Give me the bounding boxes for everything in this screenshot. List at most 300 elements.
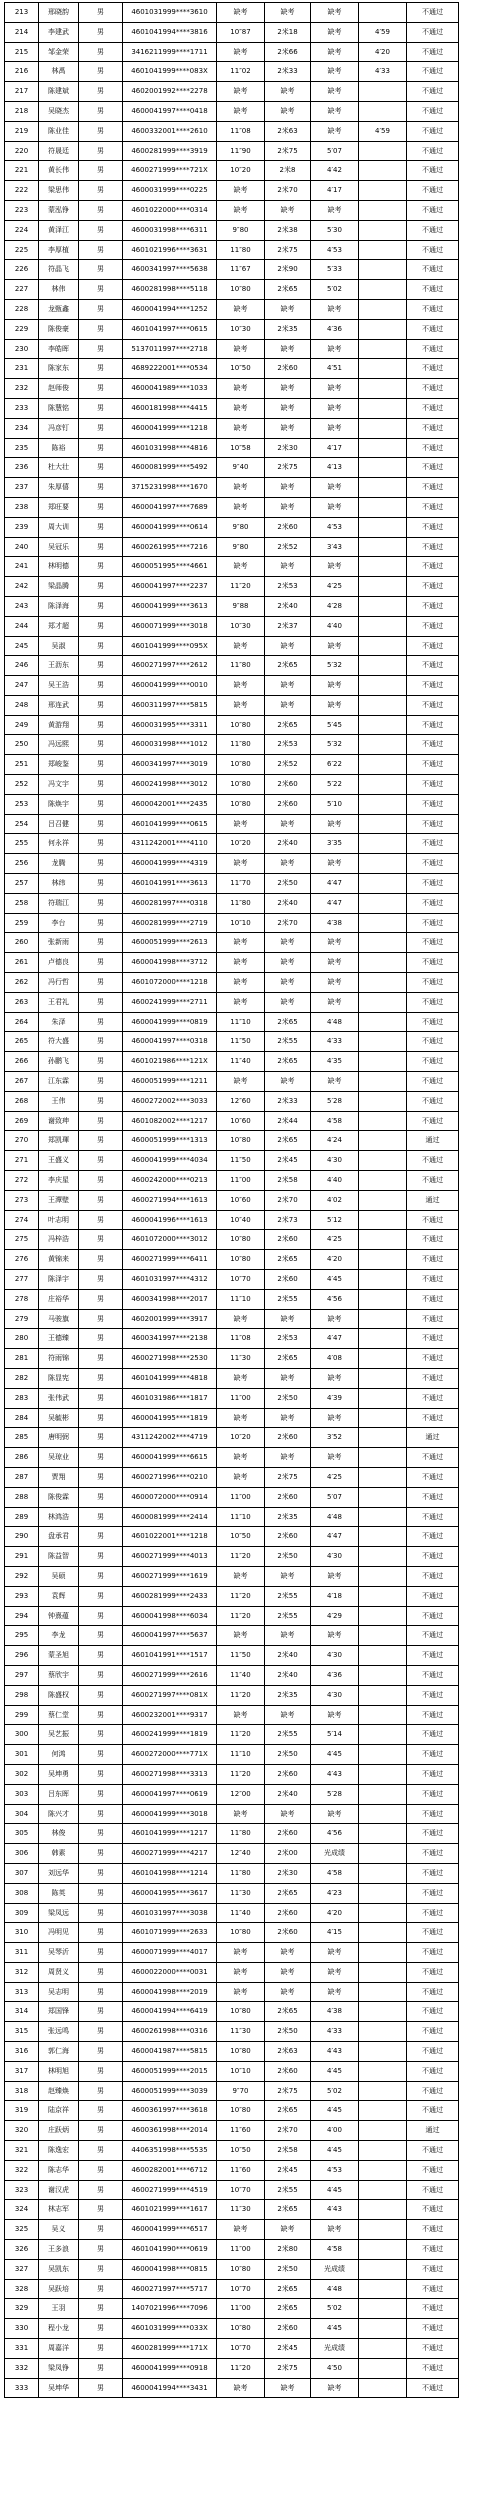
cell-result: 不通过 (407, 1349, 459, 1369)
cell-long-jump: 缺考 (265, 1368, 311, 1388)
cell-result: 不通过 (407, 2299, 459, 2319)
table-row (5, 1091, 459, 1111)
cell-1000m (359, 1171, 407, 1191)
cell-index: 315 (5, 2022, 39, 2042)
table-row (5, 2061, 459, 2081)
cell-50m: 11″00 (217, 2299, 265, 2319)
cell-index: 273 (5, 1190, 39, 1210)
cell-exam-id: 4600041997****0318 (123, 1032, 217, 1052)
cell-exam-id: 4600041999****0614 (123, 517, 217, 537)
cell-index: 222 (5, 181, 39, 201)
cell-name: 周嘉洋 (39, 2339, 79, 2359)
cell-gender: 男 (79, 2339, 123, 2359)
cell-index: 308 (5, 1883, 39, 1903)
cell-exam-id: 4601022000****0314 (123, 200, 217, 220)
cell-long-jump: 2米44 (265, 1111, 311, 1131)
cell-exam-id: 4600071999****4017 (123, 1943, 217, 1963)
cell-rope-skip: 缺考 (311, 1804, 359, 1824)
cell-index: 258 (5, 893, 39, 913)
cell-rope-skip: 缺考 (311, 636, 359, 656)
cell-long-jump: 2米52 (265, 755, 311, 775)
cell-exam-id: 4600041998****0815 (123, 2259, 217, 2279)
cell-index: 275 (5, 1230, 39, 1250)
table-row (5, 220, 459, 240)
cell-rope-skip: 缺考 (311, 1982, 359, 2002)
cell-exam-id: 4601031999****033X (123, 2319, 217, 2339)
table-row (5, 2180, 459, 2200)
cell-gender: 男 (79, 141, 123, 161)
cell-long-jump: 2米35 (265, 319, 311, 339)
cell-name: 陈志华 (39, 2160, 79, 2180)
cell-rope-skip: 缺考 (311, 1962, 359, 1982)
cell-gender: 男 (79, 596, 123, 616)
cell-rope-skip: 缺考 (311, 398, 359, 418)
cell-name: 陈泽宇 (39, 1270, 79, 1290)
cell-1000m (359, 379, 407, 399)
cell-exam-id: 4600041998****6034 (123, 1606, 217, 1626)
table-row (5, 1012, 459, 1032)
cell-50m: 10″50 (217, 2141, 265, 2161)
cell-long-jump: 缺考 (265, 3, 311, 23)
cell-index: 272 (5, 1171, 39, 1191)
table-row (5, 1962, 459, 1982)
cell-1000m (359, 2319, 407, 2339)
cell-name: 蔡仁堂 (39, 1705, 79, 1725)
cell-rope-skip: 4′17 (311, 438, 359, 458)
cell-long-jump: 2米53 (265, 735, 311, 755)
table-row (5, 1368, 459, 1388)
cell-name: 梁凤远 (39, 1903, 79, 1923)
table-row (5, 1665, 459, 1685)
cell-long-jump: 2米40 (265, 1665, 311, 1685)
cell-50m: 缺考 (217, 854, 265, 874)
cell-rope-skip: 4′15 (311, 1923, 359, 1943)
cell-result: 不通过 (407, 973, 459, 993)
cell-exam-id: 4601041997****0615 (123, 319, 217, 339)
cell-index: 251 (5, 755, 39, 775)
cell-index: 317 (5, 2061, 39, 2081)
cell-long-jump: 2米55 (265, 1606, 311, 1626)
cell-rope-skip: 3′35 (311, 834, 359, 854)
cell-exam-id: 4600271997****5717 (123, 2279, 217, 2299)
cell-exam-id: 4601041991****3613 (123, 874, 217, 894)
cell-name: 郑旺要 (39, 497, 79, 517)
cell-index: 297 (5, 1665, 39, 1685)
cell-exam-id: 4600271997****2612 (123, 656, 217, 676)
cell-rope-skip: 5′32 (311, 735, 359, 755)
cell-gender: 男 (79, 1171, 123, 1191)
cell-result: 不通过 (407, 2279, 459, 2299)
cell-name: 李建武 (39, 22, 79, 42)
cell-1000m (359, 260, 407, 280)
cell-name: 吴志明 (39, 1982, 79, 2002)
cell-long-jump: 2米65 (265, 1131, 311, 1151)
cell-50m: 缺考 (217, 1962, 265, 1982)
cell-name: 吴硕 (39, 1566, 79, 1586)
cell-50m: 10″80 (217, 755, 265, 775)
table-row (5, 418, 459, 438)
cell-long-jump: 2米60 (265, 1764, 311, 1784)
cell-exam-id: 4601021986****121X (123, 1052, 217, 1072)
cell-50m: 11″20 (217, 1606, 265, 1626)
cell-1000m (359, 1052, 407, 1072)
cell-name: 李龙 (39, 1626, 79, 1646)
cell-exam-id: 4601041991****1517 (123, 1646, 217, 1666)
cell-name: 李皓晖 (39, 339, 79, 359)
cell-50m: 11″30 (217, 1883, 265, 1903)
cell-result: 不通过 (407, 2200, 459, 2220)
cell-index: 280 (5, 1329, 39, 1349)
cell-result: 不通过 (407, 2240, 459, 2260)
cell-name: 邢连武 (39, 695, 79, 715)
cell-exam-id: 4600041998****2019 (123, 1982, 217, 2002)
cell-index: 289 (5, 1507, 39, 1527)
cell-rope-skip: 4′38 (311, 913, 359, 933)
cell-index: 282 (5, 1368, 39, 1388)
cell-exam-id: 4600031998****1012 (123, 735, 217, 755)
cell-long-jump: 2米38 (265, 220, 311, 240)
cell-result: 不通过 (407, 1943, 459, 1963)
table-row (5, 735, 459, 755)
cell-gender: 男 (79, 42, 123, 62)
cell-name: 陈俊霖 (39, 1487, 79, 1507)
cell-index: 291 (5, 1547, 39, 1567)
cell-index: 306 (5, 1844, 39, 1864)
table-row (5, 2259, 459, 2279)
cell-1000m (359, 1309, 407, 1329)
cell-index: 228 (5, 299, 39, 319)
cell-exam-id: 4600071999****3018 (123, 616, 217, 636)
table-row (5, 874, 459, 894)
cell-exam-id: 4600051999****1211 (123, 1072, 217, 1092)
cell-50m: 缺考 (217, 636, 265, 656)
cell-name: 吕东晖 (39, 1784, 79, 1804)
cell-long-jump: 2米65 (265, 715, 311, 735)
cell-result: 不通过 (407, 200, 459, 220)
cell-50m: 11″80 (217, 1824, 265, 1844)
cell-rope-skip: 4′25 (311, 1467, 359, 1487)
cell-1000m (359, 933, 407, 953)
table-row (5, 2121, 459, 2141)
cell-result: 不通过 (407, 2319, 459, 2339)
cell-1000m (359, 577, 407, 597)
cell-name: 刘远华 (39, 1863, 79, 1883)
cell-gender: 男 (79, 379, 123, 399)
cell-gender: 男 (79, 2319, 123, 2339)
results-table (4, 2, 459, 2398)
table-row (5, 537, 459, 557)
cell-long-jump: 缺考 (265, 636, 311, 656)
cell-exam-id: 4600041995****1819 (123, 1408, 217, 1428)
cell-exam-id: 4600031999****0225 (123, 181, 217, 201)
cell-name: 庄跃炳 (39, 2121, 79, 2141)
cell-gender: 男 (79, 992, 123, 1012)
cell-gender: 男 (79, 834, 123, 854)
table-row (5, 2378, 459, 2398)
cell-1000m: 4′20 (359, 42, 407, 62)
cell-50m: 11″00 (217, 2240, 265, 2260)
cell-result: 不通过 (407, 181, 459, 201)
cell-rope-skip: 4′20 (311, 1903, 359, 1923)
cell-name: 蔡欣宇 (39, 1665, 79, 1685)
cell-long-jump: 缺考 (265, 478, 311, 498)
cell-50m: 11″80 (217, 240, 265, 260)
cell-rope-skip: 缺考 (311, 1448, 359, 1468)
table-row (5, 1804, 459, 1824)
cell-result: 不通过 (407, 775, 459, 795)
cell-index: 255 (5, 834, 39, 854)
table-row (5, 1784, 459, 1804)
cell-1000m (359, 1190, 407, 1210)
cell-50m: 10″60 (217, 1190, 265, 1210)
cell-index: 311 (5, 1943, 39, 1963)
cell-exam-id: 4600271994****1613 (123, 1190, 217, 1210)
cell-result: 通过 (407, 1190, 459, 1210)
cell-50m: 9″80 (217, 517, 265, 537)
cell-exam-id: 4311242002****4719 (123, 1428, 217, 1448)
cell-gender: 男 (79, 1032, 123, 1052)
cell-name: 李台 (39, 913, 79, 933)
cell-exam-id: 4601041999****4818 (123, 1368, 217, 1388)
cell-gender: 男 (79, 1230, 123, 1250)
cell-long-jump: 2米40 (265, 1784, 311, 1804)
cell-index: 287 (5, 1467, 39, 1487)
cell-long-jump: 2米60 (265, 2061, 311, 2081)
cell-result: 不通过 (407, 299, 459, 319)
cell-long-jump: 2米60 (265, 517, 311, 537)
table-row (5, 1111, 459, 1131)
cell-50m: 缺考 (217, 1804, 265, 1824)
cell-result: 不通过 (407, 3, 459, 23)
table-row (5, 1210, 459, 1230)
cell-name: 王盛义 (39, 1151, 79, 1171)
cell-long-jump: 缺考 (265, 1309, 311, 1329)
cell-rope-skip: 4′38 (311, 2002, 359, 2022)
cell-name: 卢德良 (39, 953, 79, 973)
cell-name: 王潭壁 (39, 1190, 79, 1210)
cell-1000m (359, 1745, 407, 1765)
cell-gender: 男 (79, 339, 123, 359)
cell-1000m (359, 1764, 407, 1784)
cell-name: 陈建斌 (39, 82, 79, 102)
cell-exam-id: 4600241999****1819 (123, 1725, 217, 1745)
cell-index: 327 (5, 2259, 39, 2279)
cell-gender: 男 (79, 299, 123, 319)
cell-rope-skip: 4′33 (311, 1032, 359, 1052)
cell-gender: 男 (79, 2061, 123, 2081)
cell-gender: 男 (79, 1883, 123, 1903)
cell-exam-id: 4600271999****4217 (123, 1844, 217, 1864)
cell-long-jump: 缺考 (265, 1448, 311, 1468)
cell-50m: 11″50 (217, 1151, 265, 1171)
cell-exam-id: 4600081999****2414 (123, 1507, 217, 1527)
cell-name: 吴坤华 (39, 2378, 79, 2398)
cell-index: 236 (5, 458, 39, 478)
cell-index: 221 (5, 161, 39, 181)
cell-50m: 10″80 (217, 1230, 265, 1250)
cell-gender: 男 (79, 1844, 123, 1864)
cell-index: 284 (5, 1408, 39, 1428)
cell-long-jump: 缺考 (265, 2220, 311, 2240)
cell-50m: 11″20 (217, 1725, 265, 1745)
table-row (5, 1448, 459, 1468)
cell-exam-id: 4601041998****1214 (123, 1863, 217, 1883)
cell-exam-id: 4600361998****2014 (123, 2121, 217, 2141)
cell-long-jump: 2米30 (265, 1863, 311, 1883)
cell-50m: 缺考 (217, 1408, 265, 1428)
cell-name: 王沥东 (39, 656, 79, 676)
cell-index: 234 (5, 418, 39, 438)
cell-result: 不通过 (407, 1586, 459, 1606)
cell-result: 不通过 (407, 1270, 459, 1290)
cell-gender: 男 (79, 240, 123, 260)
cell-rope-skip: 缺考 (311, 1309, 359, 1329)
cell-50m: 缺考 (217, 814, 265, 834)
cell-50m: 10″60 (217, 1111, 265, 1131)
cell-exam-id: 4600271998****2530 (123, 1349, 217, 1369)
cell-result: 不通过 (407, 1883, 459, 1903)
cell-result: 不通过 (407, 497, 459, 517)
cell-50m: 11″30 (217, 2022, 265, 2042)
cell-50m: 11″70 (217, 874, 265, 894)
cell-index: 328 (5, 2279, 39, 2299)
cell-result: 不通过 (407, 1923, 459, 1943)
cell-rope-skip: 缺考 (311, 695, 359, 715)
cell-rope-skip: 4′53 (311, 517, 359, 537)
cell-name: 庄裕华 (39, 1289, 79, 1309)
cell-long-jump: 2米40 (265, 834, 311, 854)
cell-exam-id: 4600042001****2435 (123, 794, 217, 814)
cell-1000m (359, 1349, 407, 1369)
cell-rope-skip: 4′30 (311, 1547, 359, 1567)
cell-1000m: 4′59 (359, 121, 407, 141)
table-row (5, 398, 459, 418)
cell-long-jump: 2米50 (265, 2259, 311, 2279)
cell-rope-skip: 4′18 (311, 1586, 359, 1606)
cell-index: 318 (5, 2081, 39, 2101)
cell-exam-id: 4600281998****5118 (123, 280, 217, 300)
cell-name: 盘承君 (39, 1527, 79, 1547)
cell-name: 陈裕 (39, 438, 79, 458)
cell-index: 261 (5, 953, 39, 973)
table-row (5, 1824, 459, 1844)
cell-rope-skip: 4′29 (311, 1606, 359, 1626)
cell-long-jump: 2米65 (265, 2200, 311, 2220)
cell-name: 林伟 (39, 280, 79, 300)
cell-index: 259 (5, 913, 39, 933)
cell-result: 不通过 (407, 1784, 459, 1804)
cell-long-jump: 2米60 (265, 1527, 311, 1547)
cell-name: 冯明见 (39, 1923, 79, 1943)
cell-long-jump: 缺考 (265, 200, 311, 220)
cell-index: 229 (5, 319, 39, 339)
cell-long-jump: 2米55 (265, 2180, 311, 2200)
cell-gender: 男 (79, 1487, 123, 1507)
cell-1000m (359, 517, 407, 537)
cell-rope-skip: 4′20 (311, 1250, 359, 1270)
cell-50m: 11″80 (217, 893, 265, 913)
cell-result: 不通过 (407, 359, 459, 379)
cell-gender: 男 (79, 1289, 123, 1309)
cell-result: 不通过 (407, 240, 459, 260)
cell-gender: 男 (79, 121, 123, 141)
cell-index: 245 (5, 636, 39, 656)
cell-gender: 男 (79, 1764, 123, 1784)
cell-rope-skip: 4′23 (311, 1883, 359, 1903)
cell-long-jump: 2米65 (265, 1052, 311, 1072)
cell-result: 不通过 (407, 1725, 459, 1745)
table-row (5, 1289, 459, 1309)
cell-result: 不通过 (407, 1626, 459, 1646)
cell-result: 不通过 (407, 735, 459, 755)
cell-name: 林明旭 (39, 2061, 79, 2081)
table-row (5, 1250, 459, 1270)
cell-1000m (359, 2180, 407, 2200)
cell-index: 244 (5, 616, 39, 636)
cell-name: 吴冠乐 (39, 537, 79, 557)
table-row (5, 1685, 459, 1705)
cell-long-jump: 2米55 (265, 1032, 311, 1052)
cell-long-jump: 2米70 (265, 1190, 311, 1210)
cell-long-jump: 缺考 (265, 1804, 311, 1824)
cell-1000m (359, 973, 407, 993)
cell-long-jump: 2米50 (265, 874, 311, 894)
cell-result: 不通过 (407, 953, 459, 973)
table-row (5, 2279, 459, 2299)
cell-gender: 男 (79, 1408, 123, 1428)
cell-rope-skip: 光成绩 (311, 1844, 359, 1864)
cell-long-jump: 2米35 (265, 1507, 311, 1527)
table-row (5, 42, 459, 62)
cell-index: 293 (5, 1586, 39, 1606)
cell-50m: 10″80 (217, 794, 265, 814)
cell-name: 黄游翔 (39, 715, 79, 735)
table-row (5, 101, 459, 121)
cell-name: 王德臻 (39, 1329, 79, 1349)
cell-50m: 缺考 (217, 933, 265, 953)
cell-1000m (359, 893, 407, 913)
cell-index: 238 (5, 497, 39, 517)
cell-exam-id: 3416211999****1711 (123, 42, 217, 62)
cell-result: 不通过 (407, 2061, 459, 2081)
table-row (5, 913, 459, 933)
cell-50m: 11″40 (217, 1052, 265, 1072)
cell-long-jump: 2米55 (265, 1586, 311, 1606)
cell-50m: 10″50 (217, 359, 265, 379)
cell-50m: 缺考 (217, 2220, 265, 2240)
cell-gender: 男 (79, 933, 123, 953)
cell-result: 不通过 (407, 121, 459, 141)
cell-50m: 12″40 (217, 1844, 265, 1864)
cell-1000m (359, 1566, 407, 1586)
cell-50m: 缺考 (217, 973, 265, 993)
cell-long-jump: 2米65 (265, 2002, 311, 2022)
cell-exam-id: 4600041989****1033 (123, 379, 217, 399)
cell-name: 林禹 (39, 62, 79, 82)
cell-rope-skip: 缺考 (311, 953, 359, 973)
cell-result: 通过 (407, 2121, 459, 2141)
cell-1000m (359, 1646, 407, 1666)
cell-index: 286 (5, 1448, 39, 1468)
cell-name: 赵臻焕 (39, 2081, 79, 2101)
cell-rope-skip: 缺考 (311, 814, 359, 834)
cell-index: 323 (5, 2180, 39, 2200)
cell-long-jump: 缺考 (265, 1943, 311, 1963)
cell-name: 唐明弼 (39, 1428, 79, 1448)
cell-50m: 10″10 (217, 2061, 265, 2081)
cell-gender: 男 (79, 557, 123, 577)
cell-result: 不通过 (407, 616, 459, 636)
